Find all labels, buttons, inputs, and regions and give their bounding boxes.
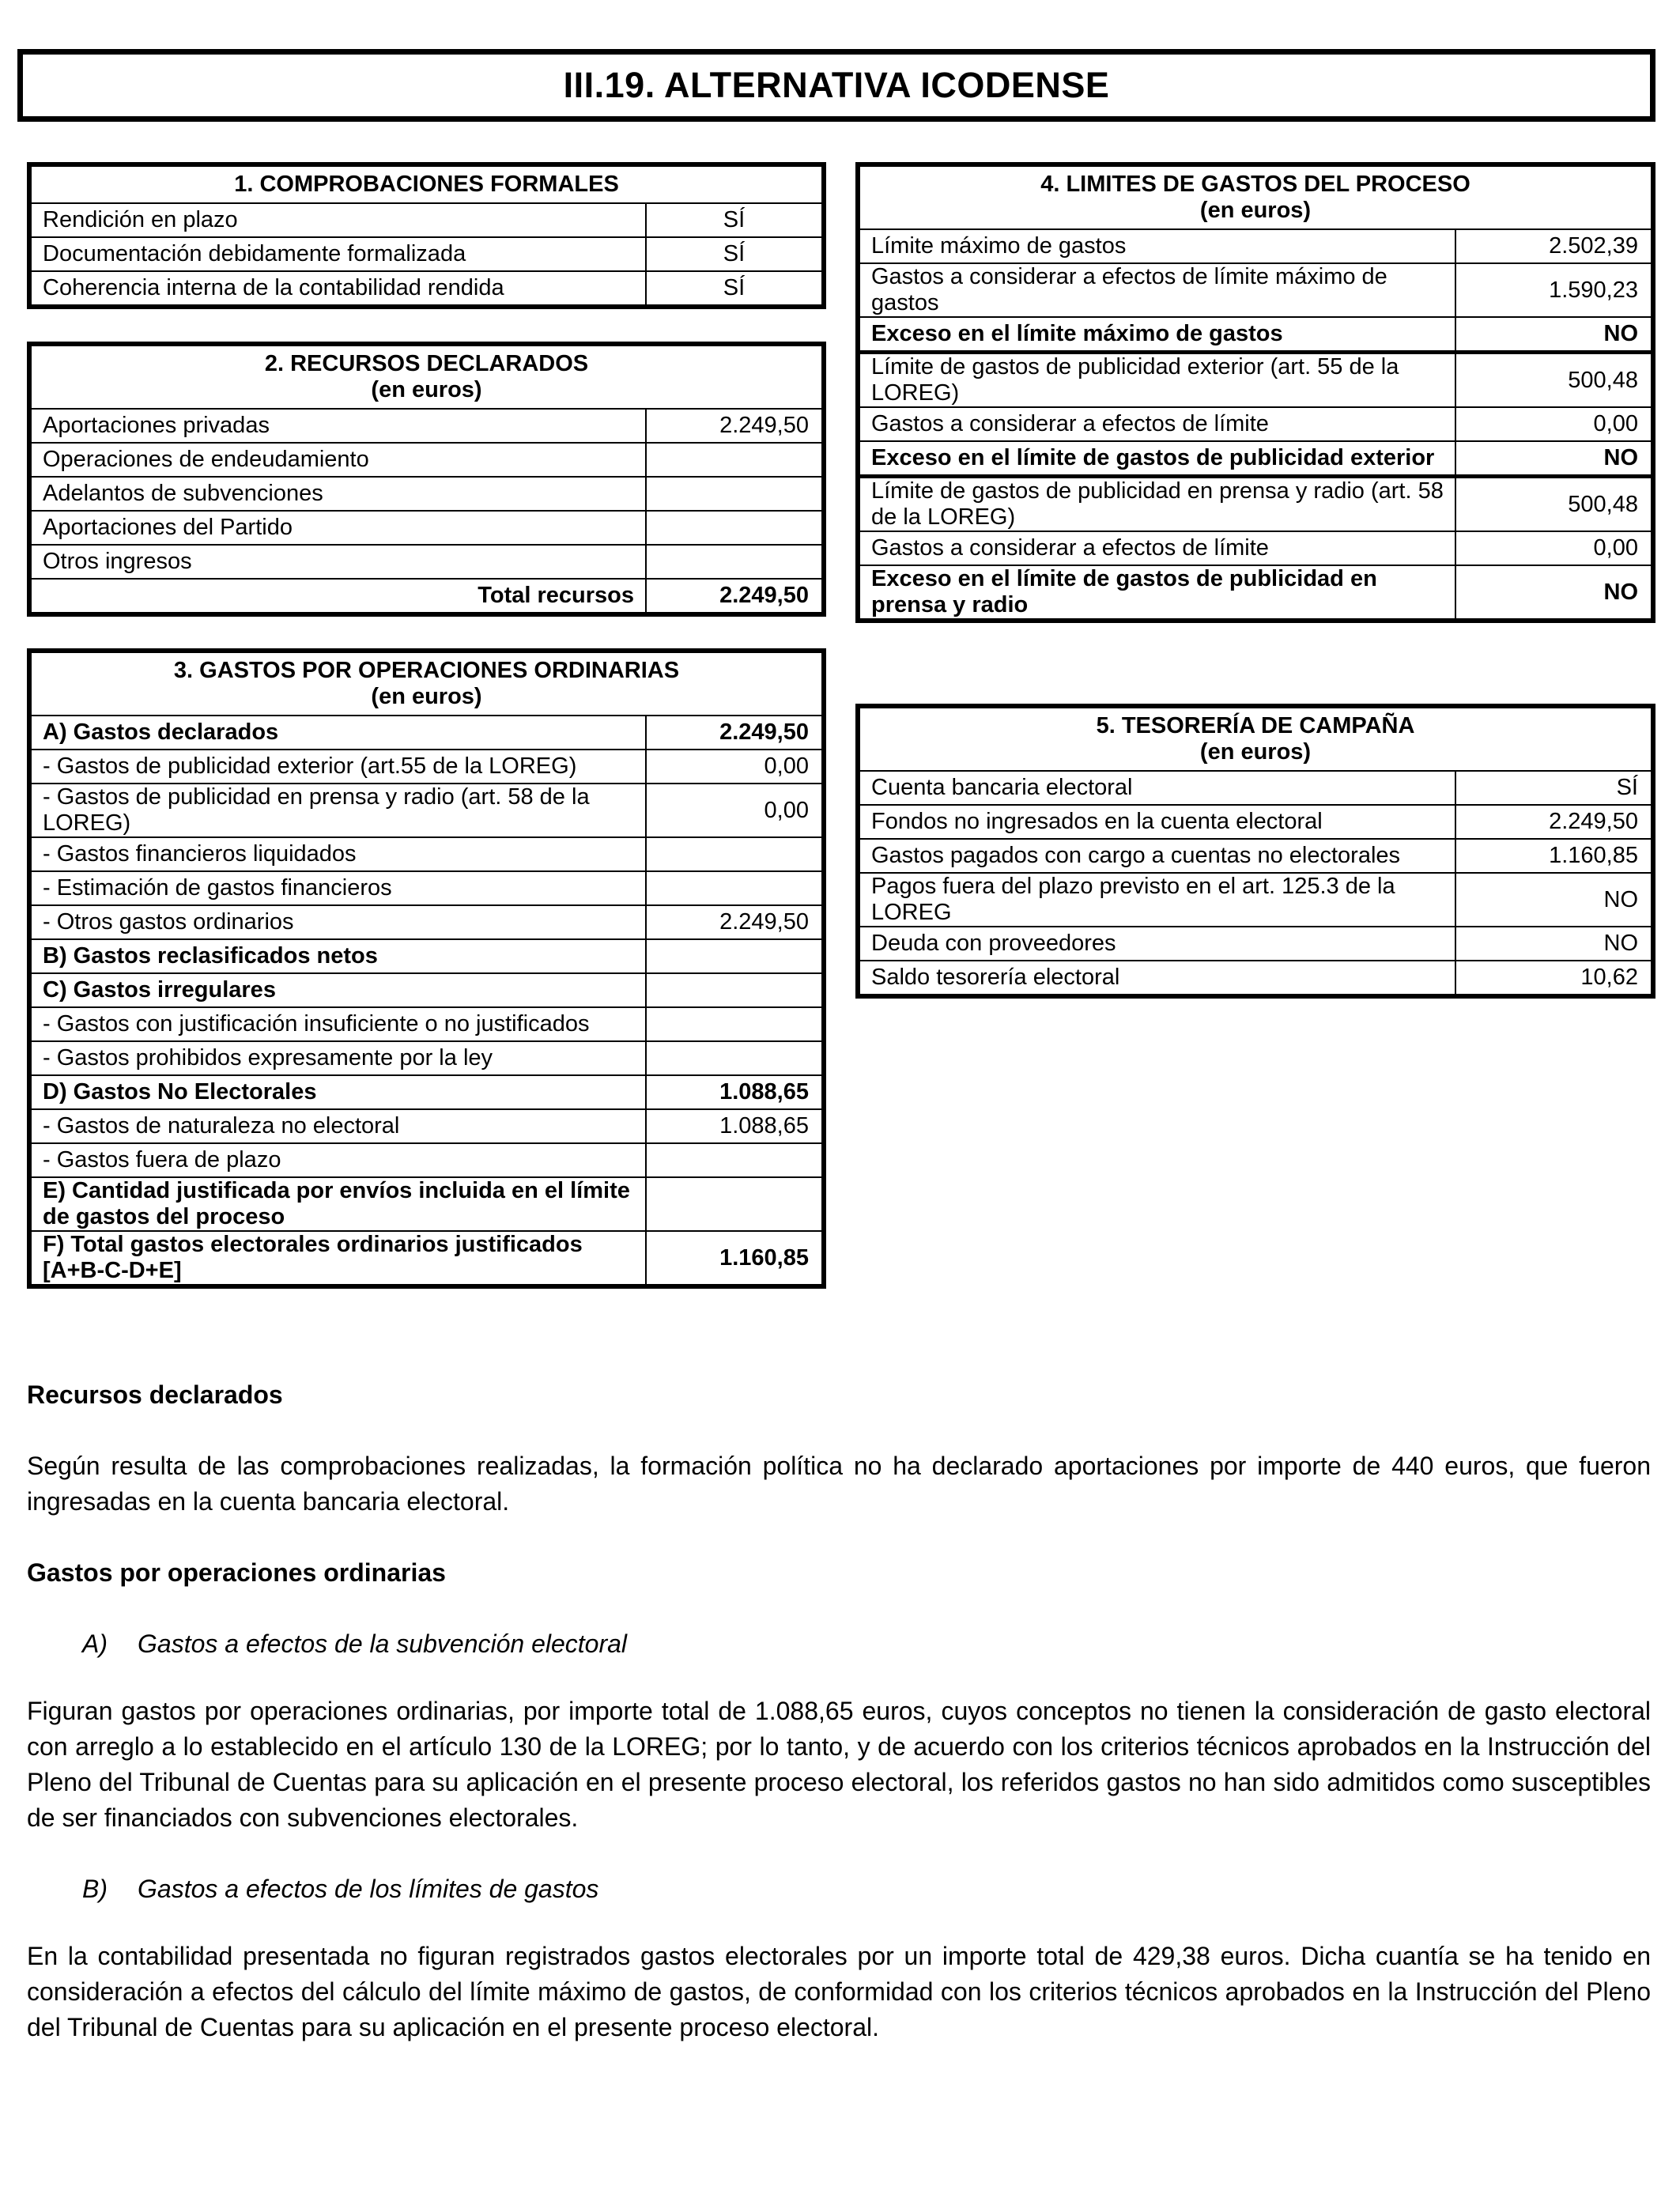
- table-row: [858, 961, 1653, 996]
- row-label: Gastos pagados con cargo a cuentas no electorales: [858, 839, 1455, 873]
- recursos-heading: [29, 344, 824, 409]
- recursos-total-label: Total recursos: [29, 579, 646, 614]
- row-value: 0,00: [646, 784, 824, 837]
- table-row: [29, 837, 824, 871]
- row-label: - Gastos financieros liquidados: [29, 837, 646, 871]
- table-row: [29, 1177, 824, 1231]
- row-label: D) Gastos No Electorales: [29, 1075, 646, 1109]
- row-label: B) Gastos reclasificados netos: [29, 939, 646, 973]
- row-label: Límite de gastos de publicidad exterior (art. 55 de la LOREG): [858, 353, 1455, 408]
- row-label: Saldo tesorería electoral: [858, 961, 1455, 996]
- row-label: - Gastos fuera de plazo: [29, 1143, 646, 1177]
- row-label: - Gastos de publicidad en prensa y radio (art. 58 de la LOREG): [29, 784, 646, 837]
- recursos-subtitle: (en euros): [371, 377, 482, 402]
- section-heading-gastos: Gastos por operaciones ordinarias: [27, 1558, 446, 1587]
- table-row: [858, 263, 1653, 317]
- recursos-title: 2. RECURSOS DECLARADOS: [264, 351, 589, 376]
- row-value: [646, 1007, 824, 1041]
- limites-heading: [858, 164, 1653, 229]
- page-title: III.19. ALTERNATIVA ICODENSE: [17, 49, 1655, 122]
- row-value: [646, 443, 824, 477]
- table-row: [858, 771, 1653, 805]
- row-label: Coherencia interna de la contabilidad rendida: [29, 271, 646, 307]
- table-row: [858, 229, 1653, 263]
- table-row: [29, 1109, 824, 1143]
- row-value: NO: [1455, 927, 1653, 961]
- subsection-b: [27, 1871, 1651, 1907]
- row-value: NO: [1455, 565, 1653, 621]
- row-label: Cuenta bancaria electoral: [858, 771, 1455, 805]
- gastos-subtitle: (en euros): [371, 684, 482, 709]
- row-value: 500,48: [1455, 477, 1653, 532]
- table-row: [29, 271, 824, 307]
- table-row: [29, 443, 824, 477]
- row-value: [646, 477, 824, 511]
- row-value: [646, 973, 824, 1007]
- table-row: [858, 531, 1653, 565]
- paragraph-limites: En la contabilidad presentada no figuran registrados gastos electorales por un importe total de 429,38 euros. Dicha cuantía se ha tenido en consideración a efectos del cálculo del límite máximo de gastos, de conformidad con los criterios técnicos aprobados en la Instrucción del Pleno del Tribunal de Cuentas para su aplicación en el presente proceso electoral.: [27, 1942, 1651, 2041]
- table-row: [29, 203, 824, 237]
- row-label: - Gastos de publicidad exterior (art.55 de la LOREG): [29, 750, 646, 784]
- row-label: Rendición en plazo: [29, 203, 646, 237]
- table-row: [29, 237, 824, 271]
- table-row: [29, 1231, 824, 1286]
- gastos-title: 3. GASTOS POR OPERACIONES ORDINARIAS: [173, 658, 680, 683]
- table-row: [858, 407, 1653, 441]
- table-row: [858, 927, 1653, 961]
- table-row: [858, 441, 1653, 477]
- row-value: [646, 1041, 824, 1075]
- row-value: SÍ: [646, 203, 824, 237]
- comprobaciones-heading: 1. COMPROBACIONES FORMALES: [29, 164, 824, 203]
- row-label: - Otros gastos ordinarios: [29, 905, 646, 939]
- row-value: 2.249,50: [1455, 805, 1653, 839]
- row-label: Exceso en el límite de gastos de publicidad exterior: [858, 441, 1455, 477]
- table-row: [29, 750, 824, 784]
- table-row: [29, 1143, 824, 1177]
- paragraph-subvencion: Figuran gastos por operaciones ordinarias, por importe total de 1.088,65 euros, cuyos conceptos no tienen la consideración de gasto electoral con arreglo a lo establecido en el artículo 130 de la LOREG; por lo tanto, y de acuerdo con los criterios técnicos aprobados en la Instrucción del Pleno del Tribunal de Cuentas para su aplicación en el presente proceso electoral, los referidos gastos no han sido admitidos como susceptibles de ser financiados con subvenciones electorales.: [27, 1697, 1651, 1832]
- row-value: SÍ: [1455, 771, 1653, 805]
- row-value: 2.502,39: [1455, 229, 1653, 263]
- row-value: [646, 1177, 824, 1231]
- row-label: Gastos a considerar a efectos de límite: [858, 407, 1455, 441]
- row-label: - Estimación de gastos financieros: [29, 871, 646, 905]
- table-row: [29, 716, 824, 750]
- tesoreria-heading: [858, 706, 1653, 771]
- gastos-heading: [29, 651, 824, 716]
- paragraph-recursos: Según resulta de las comprobaciones realizadas, la formación política no ha declarado aportaciones por importe de 440 euros, que fueron ingresadas en la cuenta bancaria electoral.: [27, 1452, 1651, 1516]
- row-label: - Gastos prohibidos expresamente por la ley: [29, 1041, 646, 1075]
- row-label: - Gastos de naturaleza no electoral: [29, 1109, 646, 1143]
- row-value: 1.088,65: [646, 1109, 824, 1143]
- tesoreria-subtitle: (en euros): [1199, 739, 1312, 765]
- row-value: 2.249,50: [646, 409, 824, 443]
- row-label: Adelantos de subvenciones: [29, 477, 646, 511]
- row-label: - Gastos con justificación insuficiente o no justificados: [29, 1007, 646, 1041]
- row-label: C) Gastos irregulares: [29, 973, 646, 1007]
- row-value: 2.249,50: [646, 905, 824, 939]
- row-value: 0,00: [646, 750, 824, 784]
- row-label: F) Total gastos electorales ordinarios justificados [A+B-C-D+E]: [29, 1231, 646, 1286]
- row-value: 2.249,50: [646, 716, 824, 750]
- subsection-a: [27, 1626, 1651, 1662]
- row-value: 1.160,85: [1455, 839, 1653, 873]
- section-heading-recursos: Recursos declarados: [27, 1380, 283, 1409]
- row-value: SÍ: [646, 271, 824, 307]
- recursos-table: [27, 342, 826, 617]
- table-row: [29, 511, 824, 545]
- table-row: [858, 353, 1653, 408]
- row-label: Documentación debidamente formalizada: [29, 237, 646, 271]
- row-value: 0,00: [1455, 531, 1653, 565]
- gastos-table: [27, 648, 826, 1289]
- table-row: [858, 805, 1653, 839]
- row-value: NO: [1455, 441, 1653, 477]
- row-label: Exceso en el límite de gastos de publicidad en prensa y radio: [858, 565, 1455, 621]
- row-label: Pagos fuera del plazo previsto en el art. 125.3 de la LOREG: [858, 873, 1455, 927]
- row-value: 1.160,85: [646, 1231, 824, 1286]
- table-row: [858, 839, 1653, 873]
- row-value: NO: [1455, 873, 1653, 927]
- row-label: A) Gastos declarados: [29, 716, 646, 750]
- table-row: [858, 873, 1653, 927]
- row-label: Deuda con proveedores: [858, 927, 1455, 961]
- row-label: Operaciones de endeudamiento: [29, 443, 646, 477]
- row-label: Aportaciones del Partido: [29, 511, 646, 545]
- table-row: [29, 1041, 824, 1075]
- table-row: [29, 477, 824, 511]
- row-label: Límite de gastos de publicidad en prensa y radio (art. 58 de la LOREG): [858, 477, 1455, 532]
- subsection-a-title: Gastos a efectos de la subvención electoral: [138, 1629, 628, 1658]
- row-label: Fondos no ingresados en la cuenta electoral: [858, 805, 1455, 839]
- table-row: [29, 784, 824, 837]
- table-row: [29, 905, 824, 939]
- row-value: [646, 545, 824, 579]
- table-row: [29, 973, 824, 1007]
- table-row: [858, 477, 1653, 532]
- table-row: [29, 939, 824, 973]
- comprobaciones-table: [27, 162, 826, 309]
- row-value: 10,62: [1455, 961, 1653, 996]
- row-value: [646, 837, 824, 871]
- row-value: 1.088,65: [646, 1075, 824, 1109]
- row-label: Límite máximo de gastos: [858, 229, 1455, 263]
- row-value: [646, 871, 824, 905]
- limites-table: [855, 162, 1655, 623]
- row-value: 0,00: [1455, 407, 1653, 441]
- table-row: [29, 871, 824, 905]
- limites-title: 4. LIMITES DE GASTOS DEL PROCESO: [1040, 172, 1470, 197]
- table-row: [858, 565, 1653, 621]
- table-row: [29, 1007, 824, 1041]
- row-label: Aportaciones privadas: [29, 409, 646, 443]
- table-row: [29, 1075, 824, 1109]
- tesoreria-title: 5. TESORERÍA DE CAMPAÑA: [1096, 713, 1415, 738]
- row-value: SÍ: [646, 237, 824, 271]
- subsection-b-title: Gastos a efectos de los límites de gastos: [138, 1875, 599, 1903]
- row-value: [646, 1143, 824, 1177]
- limites-subtitle: (en euros): [1199, 198, 1312, 223]
- row-value: NO: [1455, 317, 1653, 353]
- row-value: [646, 511, 824, 545]
- tesoreria-table: [855, 704, 1655, 999]
- table-row: [29, 545, 824, 579]
- row-value: 500,48: [1455, 353, 1653, 408]
- row-label: Otros ingresos: [29, 545, 646, 579]
- subsection-a-letter: A): [82, 1629, 108, 1658]
- row-label: E) Cantidad justificada por envíos incluida en el límite de gastos del proceso: [29, 1177, 646, 1231]
- table-row: [858, 317, 1653, 353]
- row-label: Gastos a considerar a efectos de límite: [858, 531, 1455, 565]
- row-value: 1.590,23: [1455, 263, 1653, 317]
- subsection-b-letter: B): [82, 1875, 108, 1903]
- row-value: [646, 939, 824, 973]
- body-text: [27, 1377, 1651, 2045]
- recursos-total-value: 2.249,50: [646, 579, 824, 614]
- row-label: Exceso en el límite máximo de gastos: [858, 317, 1455, 353]
- row-label: Gastos a considerar a efectos de límite máximo de gastos: [858, 263, 1455, 317]
- table-row: [29, 409, 824, 443]
